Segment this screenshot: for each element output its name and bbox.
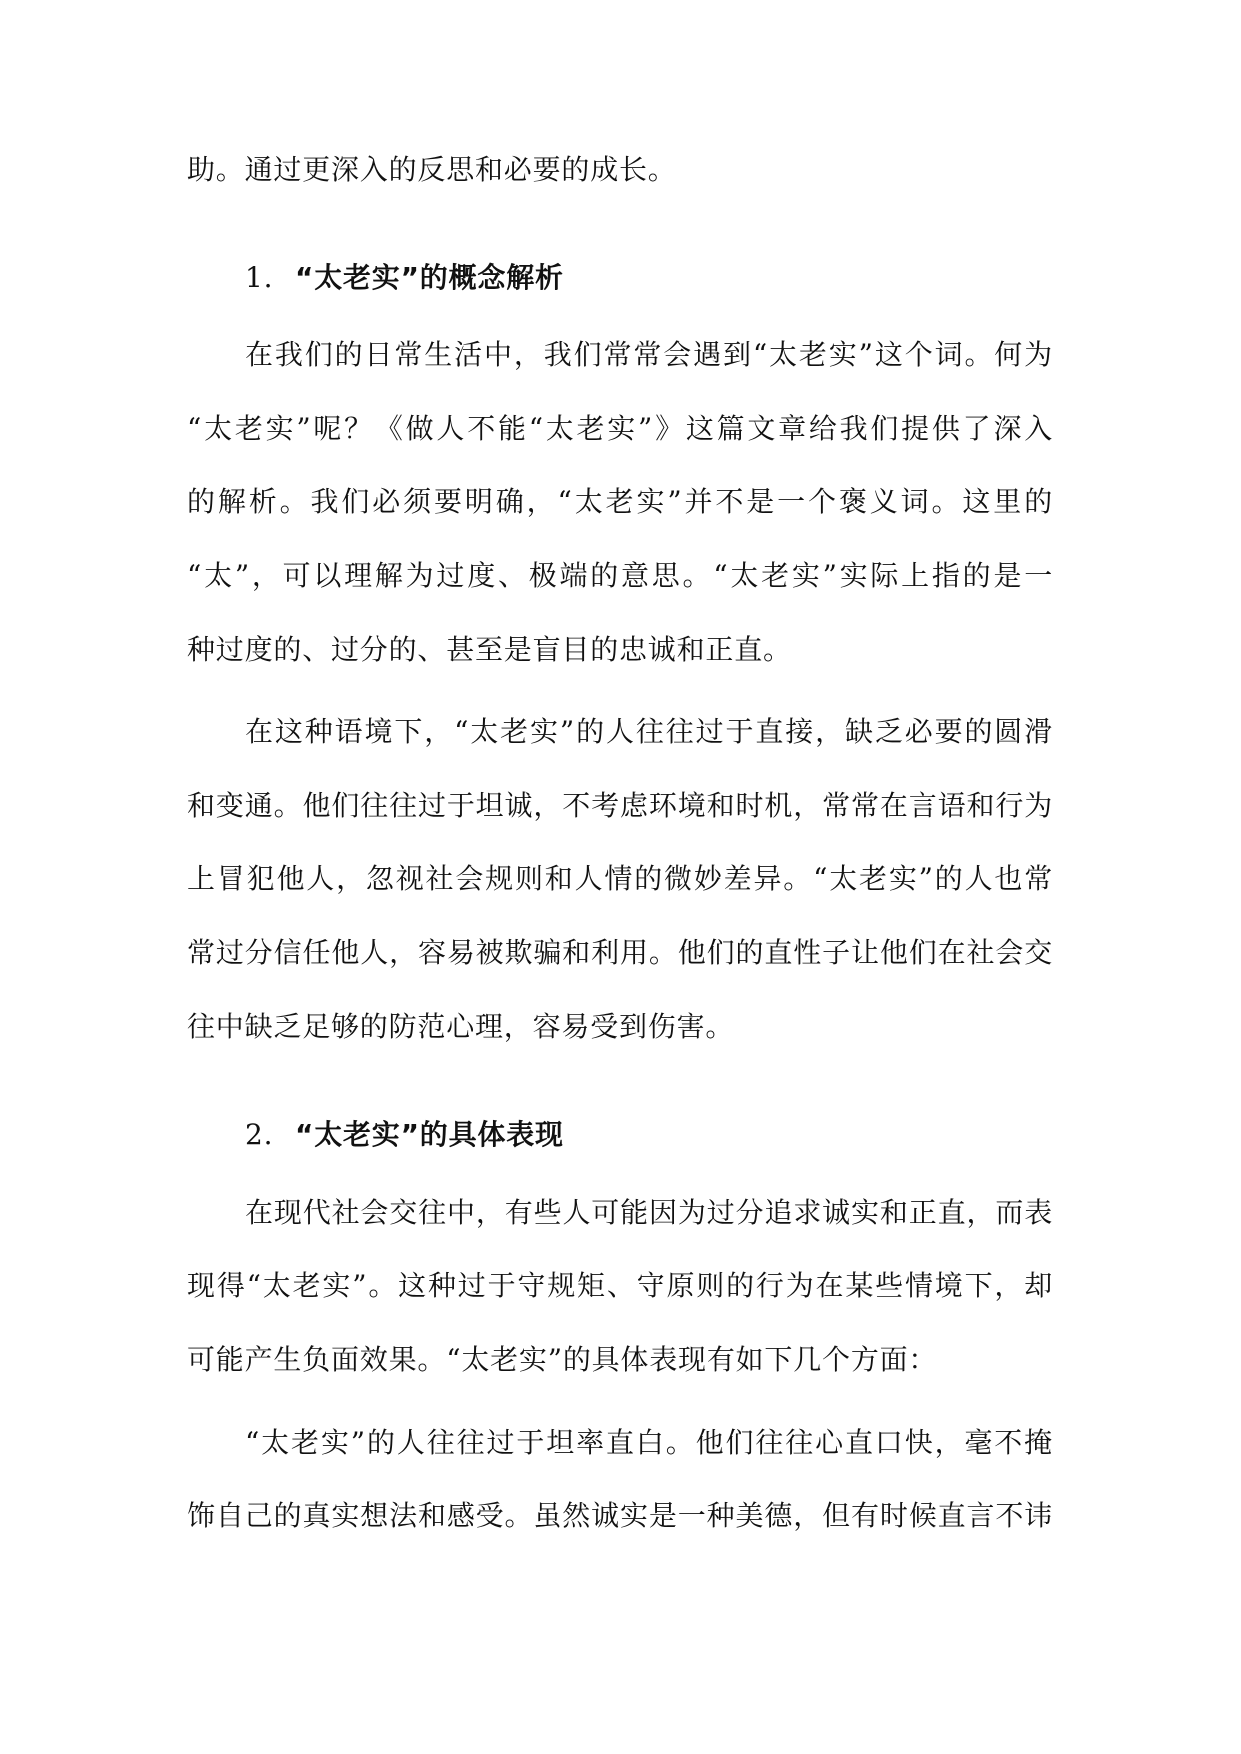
- section-number: 2.: [245, 1118, 274, 1152]
- text-line: 常过分信任他人，容易被欺骗和利用。他们的直性子让他们在社会交: [187, 935, 1053, 969]
- text-line: 往中缺乏足够的防范心理，容易受到伤害。: [187, 1009, 735, 1043]
- text-line: “太老实”呢？《做人不能“太老实”》这篇文章给我们提供了深入: [187, 411, 1053, 445]
- paragraph-continued: [187, 133, 1053, 207]
- text-line: 饰自己的真实想法和感受。虽然诚实是一种美德，但有时候直言不讳: [187, 1499, 1053, 1533]
- document-body: [187, 133, 1053, 1553]
- text-line: 上冒犯他人，忽视社会规则和人情的微妙差异。“太老实”的人也常: [187, 862, 1053, 896]
- text-line: “太”，可以理解为过度、极端的意思。“太老实”实际上指的是一: [187, 558, 1053, 592]
- section-title: “太老实”的概念解析: [295, 260, 564, 294]
- text-line: 可能产生负面效果。“太老实”的具体表现有如下几个方面：: [187, 1342, 938, 1376]
- text-line: 的解析。我们必须要明确，“太老实”并不是一个褒义词。这里的: [187, 485, 1053, 519]
- text-line: 种过度的、过分的、甚至是盲目的忠诚和正直。: [187, 632, 792, 666]
- text-line: 现得“太老实”。这种过于守规矩、守原则的行为在某些情境下，却: [187, 1269, 1053, 1303]
- text-line: 和变通。他们往往过于坦诚，不考虑环境和时机，常常在言语和行为: [187, 788, 1053, 822]
- section-heading-1: [187, 241, 1053, 315]
- paragraph: [187, 1406, 1053, 1553]
- text-line: 在我们的日常生活中，我们常常会遇到“太老实”这个词。何为: [245, 338, 1053, 372]
- text-line: “太老实”的人往往过于坦率直白。他们往往心直口快，毫不掩: [245, 1425, 1053, 1459]
- paragraph: [187, 318, 1053, 686]
- text-line: 助。通过更深入的反思和必要的成长。: [187, 153, 677, 186]
- text-line: 在现代社会交往中，有些人可能因为过分追求诚实和正直，而表: [245, 1195, 1053, 1229]
- section-number: 1.: [245, 260, 274, 294]
- section-heading-2: [187, 1098, 1053, 1172]
- section-title: “太老实”的具体表现: [295, 1118, 564, 1152]
- paragraph: [187, 1176, 1053, 1397]
- paragraph: [187, 695, 1053, 1063]
- text-line: 在这种语境下，“太老实”的人往往过于直接，缺乏必要的圆滑: [245, 715, 1053, 749]
